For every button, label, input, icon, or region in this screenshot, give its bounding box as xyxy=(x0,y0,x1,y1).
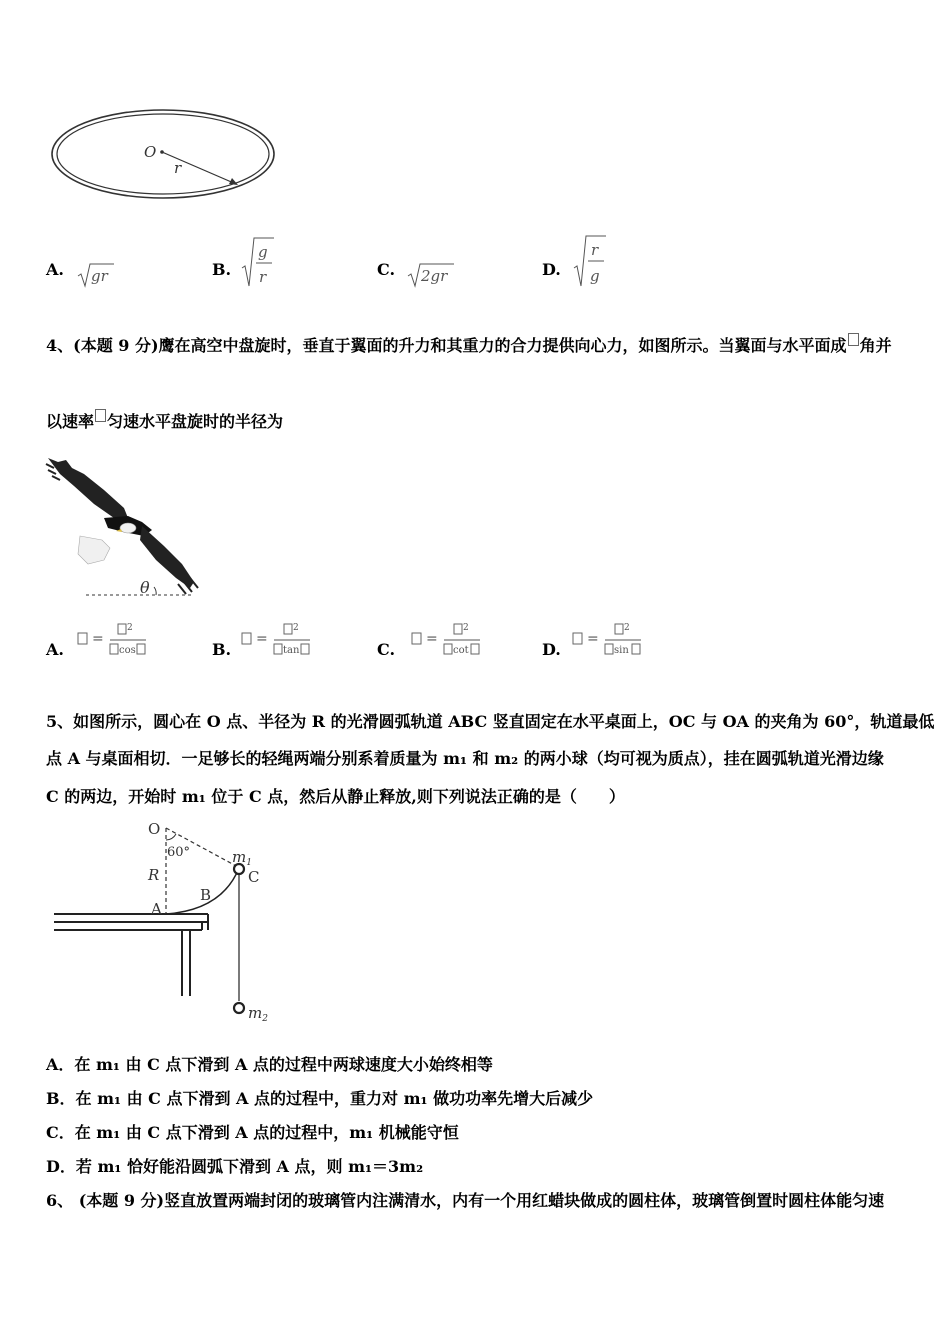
circle-orbit-figure xyxy=(48,108,280,204)
sqrt-r-over-g xyxy=(572,234,608,290)
option-label: C. xyxy=(377,260,396,279)
svg-text:tan: tan xyxy=(283,645,300,656)
arc-track-figure xyxy=(52,818,282,1028)
svg-text:r: r xyxy=(259,268,267,286)
svg-text:cos: cos xyxy=(119,645,136,656)
svg-text:sin: sin xyxy=(614,645,629,656)
radius-r-label: r xyxy=(174,159,182,177)
svg-text:2: 2 xyxy=(127,623,133,633)
label-b: B xyxy=(200,886,212,904)
svg-text:=: = xyxy=(587,631,599,647)
q6-line1: 6、 (本题 9 分)竖直放置两端封闭的玻璃管内注满清水，内有一个用红蜡块做成的圆柱体，玻璃管倒置时圆柱体能匀速 xyxy=(46,1191,885,1210)
q3-option-b[interactable] xyxy=(212,260,231,279)
eagle-figure xyxy=(44,456,200,600)
svg-text:r: r xyxy=(591,241,599,259)
q5-line2: 点 A 与桌面相切．一足够长的轻绳两端分别系着质量为 m₁ 和 m₂ 的两小球（均可视为质点），挂在圆弧轨道光滑边缘 xyxy=(46,749,884,768)
missing-glyph-icon xyxy=(848,333,859,346)
svg-text:2: 2 xyxy=(624,623,630,633)
q4-option-c[interactable] xyxy=(377,640,395,659)
sqrt-g-over-r xyxy=(240,236,276,290)
sqrt-gr xyxy=(76,260,116,288)
q5-option-b[interactable]: B．在 m₁ 由 C 点下滑到 A 点的过程中，重力对 m₁ 做功功率先增大后减少 xyxy=(46,1089,594,1108)
q4-formula-a xyxy=(74,620,154,660)
svg-text:2gr: 2gr xyxy=(421,267,448,285)
label-r: R xyxy=(148,866,160,884)
q4-line2: 以速率 匀速水平盘旋时的半径为 xyxy=(46,409,283,432)
missing-glyph-icon xyxy=(95,409,106,422)
q3-option-a[interactable] xyxy=(46,260,64,279)
q5-option-a[interactable]: A．在 m₁ 由 C 点下滑到 A 点的过程中两球速度大小始终相等 xyxy=(46,1055,493,1074)
option-label: A. xyxy=(46,260,64,279)
svg-text:=: = xyxy=(426,631,438,647)
angle-theta-label: θ xyxy=(140,578,150,597)
svg-text:=: = xyxy=(256,631,268,647)
svg-text:2: 2 xyxy=(463,623,469,633)
q5-option-c[interactable]: C．在 m₁ 由 C 点下滑到 A 点的过程中，m₁ 机械能守恒 xyxy=(46,1123,459,1142)
label-a: A xyxy=(151,900,162,918)
label-m1: $m_1$ xyxy=(232,848,252,868)
q4-line1: 4、(本题 9 分)鹰在高空中盘旋时，垂直于翼面的升力和其重力的合力提供向心力，如图所示。当翼面与水平面成 角并 xyxy=(46,333,892,356)
label-c: C xyxy=(248,868,260,886)
option-label: B. xyxy=(212,260,232,279)
sqrt-2gr xyxy=(406,260,456,288)
label-60deg: 60° xyxy=(167,845,191,860)
center-o-label: O xyxy=(144,143,157,161)
option-label: C. xyxy=(377,640,396,659)
svg-text:2: 2 xyxy=(293,623,299,633)
option-label: D. xyxy=(542,640,561,659)
q4-option-d[interactable] xyxy=(542,640,561,659)
q5-line1: 5、如图所示，圆心在 O 点、半径为 R 的光滑圆弧轨道 ABC 竖直固定在水平桌面上，OC 与 OA 的夹角为 60°，轨道最低 xyxy=(46,712,935,731)
q4-formula-d xyxy=(569,620,649,660)
q4-option-a[interactable] xyxy=(46,640,64,659)
svg-text:gr: gr xyxy=(91,267,108,285)
option-label: A. xyxy=(46,640,64,659)
svg-text:g: g xyxy=(590,267,600,285)
svg-text:g: g xyxy=(258,243,268,261)
option-label: B. xyxy=(212,640,232,659)
q5-option-d[interactable]: D．若 m₁ 恰好能沿圆弧下滑到 A 点，则 m₁＝3m₂ xyxy=(46,1157,424,1176)
svg-text:cot: cot xyxy=(453,645,469,656)
q4-option-b[interactable] xyxy=(212,640,231,659)
label-o: O xyxy=(148,820,161,838)
q4-formula-b xyxy=(238,620,318,660)
q4-formula-c xyxy=(408,620,488,660)
q3-option-d[interactable] xyxy=(542,260,561,279)
option-label: D. xyxy=(542,260,561,279)
q3-option-c[interactable] xyxy=(377,260,395,279)
svg-text:=: = xyxy=(92,631,104,647)
label-m2: $m_2$ xyxy=(248,1004,268,1024)
q5-line3: C 的两边，开始时 m₁ 位于 C 点，然后从静止释放,则下列说法正确的是（ ） xyxy=(46,787,625,806)
